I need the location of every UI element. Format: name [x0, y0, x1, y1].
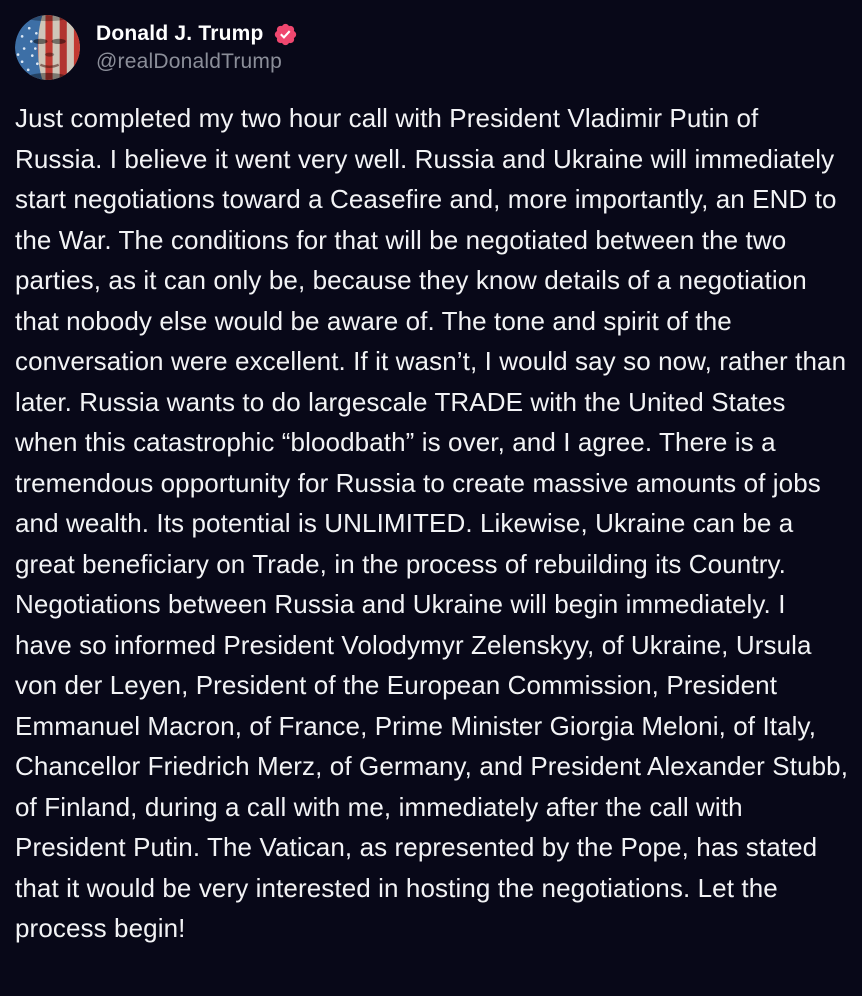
verified-badge-icon — [273, 22, 298, 47]
avatar[interactable] — [15, 15, 80, 80]
trump-flag-face-image — [15, 15, 80, 80]
post-header — [0, 0, 862, 80]
author-identity — [96, 22, 298, 74]
display-name-row — [96, 22, 298, 47]
display-name[interactable]: Donald J. Trump — [96, 22, 264, 45]
user-handle[interactable]: @realDonaldTrump — [96, 49, 282, 73]
post-body: Just completed my two hour call with President Vladimir Putin of Russia. I believe it went very well. Russia and Ukraine will immediately start negotiations toward a Ceasefire and, more importantly, an END to the War. The conditions for that will be negotiated between the two parties, as it can only be, because they know details of a negotiation that nobody else would be aware of. The tone and spirit of the conversation were excellent. If it wasn’t, I would say so now, rather than later. Russia wants to do largescale TRADE with the United States when this catastrophic “bloodbath” is over, and I agree. There is a tremendous opportunity for Russia to create massive amounts of jobs and wealth. Its potential is UNLIMITED. Likewise, Ukraine can be a great beneficiary on Trade, in the process of rebuilding its Country. Negotiations between Russia and Ukraine will begin immediately. I have so informed President Volodymyr Zelenskyy, of Ukraine, Ursula von der Leyen, President of the European Commission, President Emmanuel Macron, of France, Prime Minister Giorgia Meloni, of Italy, Chancellor Friedrich Merz, of Germany, and President Alexander Stubb, of Finland, during a call with me, immediately after the call with President Putin. The Vatican, as represented by the Pope, has stated that it would be very interested in hosting the negotiations. Let the process begin! — [15, 103, 849, 943]
